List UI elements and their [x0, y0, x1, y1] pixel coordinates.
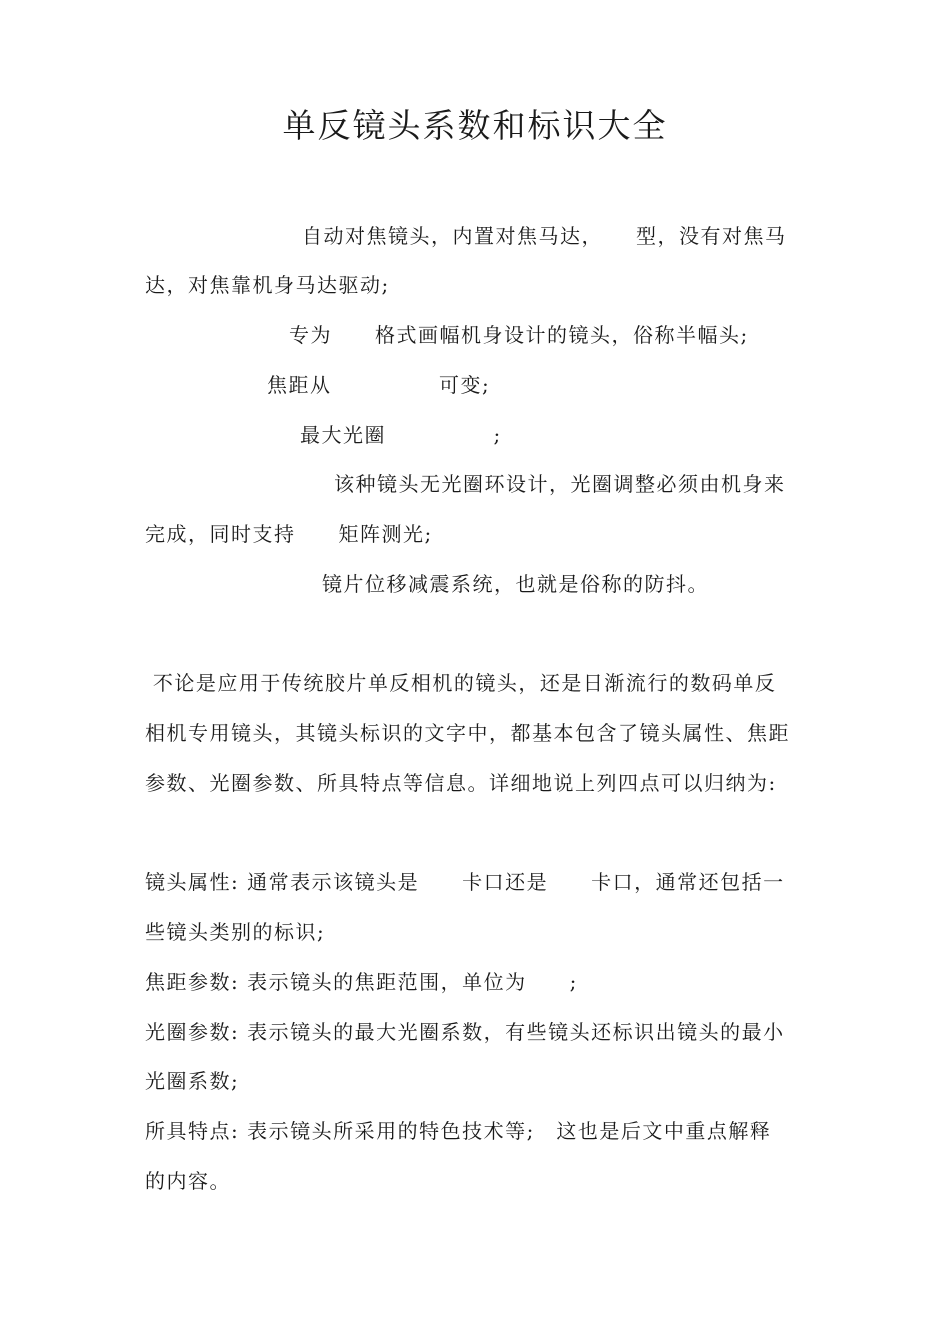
paragraph-line-1: 不论是应用于传统胶片单反相机的镜头，还是日渐流行的数码单反: [145, 671, 777, 695]
definition-line-4: 光圈参数: 表示镜头的最大光圈系数，有些镜头还标识出镜头的最小: [145, 1020, 785, 1044]
intro-line-3: 专为 格式画幅机身设计的镜头，俗称半幅头;: [289, 323, 749, 347]
definition-line-5: 光圈系数;: [145, 1069, 240, 1093]
page-title: 单反镜头系数和标识大全: [282, 106, 668, 145]
intro-line-7: 完成，同时支持 矩阵测光;: [145, 522, 433, 546]
intro-line-8: 镜片位移减震系统，也就是俗称的防抖。: [322, 572, 709, 596]
intro-line-6: 该种镜头无光圈环设计，光圈调整必须由机身来: [334, 472, 786, 496]
intro-line-2: 达，对焦靠机身马达驱动;: [145, 273, 390, 297]
definition-line-7: 的内容。: [145, 1169, 231, 1193]
definition-line-1: 镜头属性: 通常表示该镜头是 卡口还是 卡口，通常还包括一: [145, 870, 785, 894]
paragraph-line-3: 参数、光圈参数、所具特点等信息。详细地说上列四点可以归纳为:: [145, 771, 777, 795]
definition-line-2: 些镜头类别的标识;: [145, 920, 326, 944]
intro-line-1: 自动对焦镜头，内置对焦马达， 型，没有对焦马: [302, 224, 787, 248]
definition-line-6: 所具特点: 表示镜头所采用的特色技术等; 这也是后文中重点解释: [145, 1119, 772, 1143]
paragraph-line-2: 相机专用镜头，其镜头标识的文字中，都基本包含了镜头属性、焦距: [145, 721, 790, 745]
definition-line-3: 焦距参数: 表示镜头的焦距范围，单位为 ;: [145, 970, 578, 994]
intro-line-5: 最大光圈 ;: [300, 423, 502, 447]
intro-line-4: 焦距从 可变;: [267, 373, 491, 397]
